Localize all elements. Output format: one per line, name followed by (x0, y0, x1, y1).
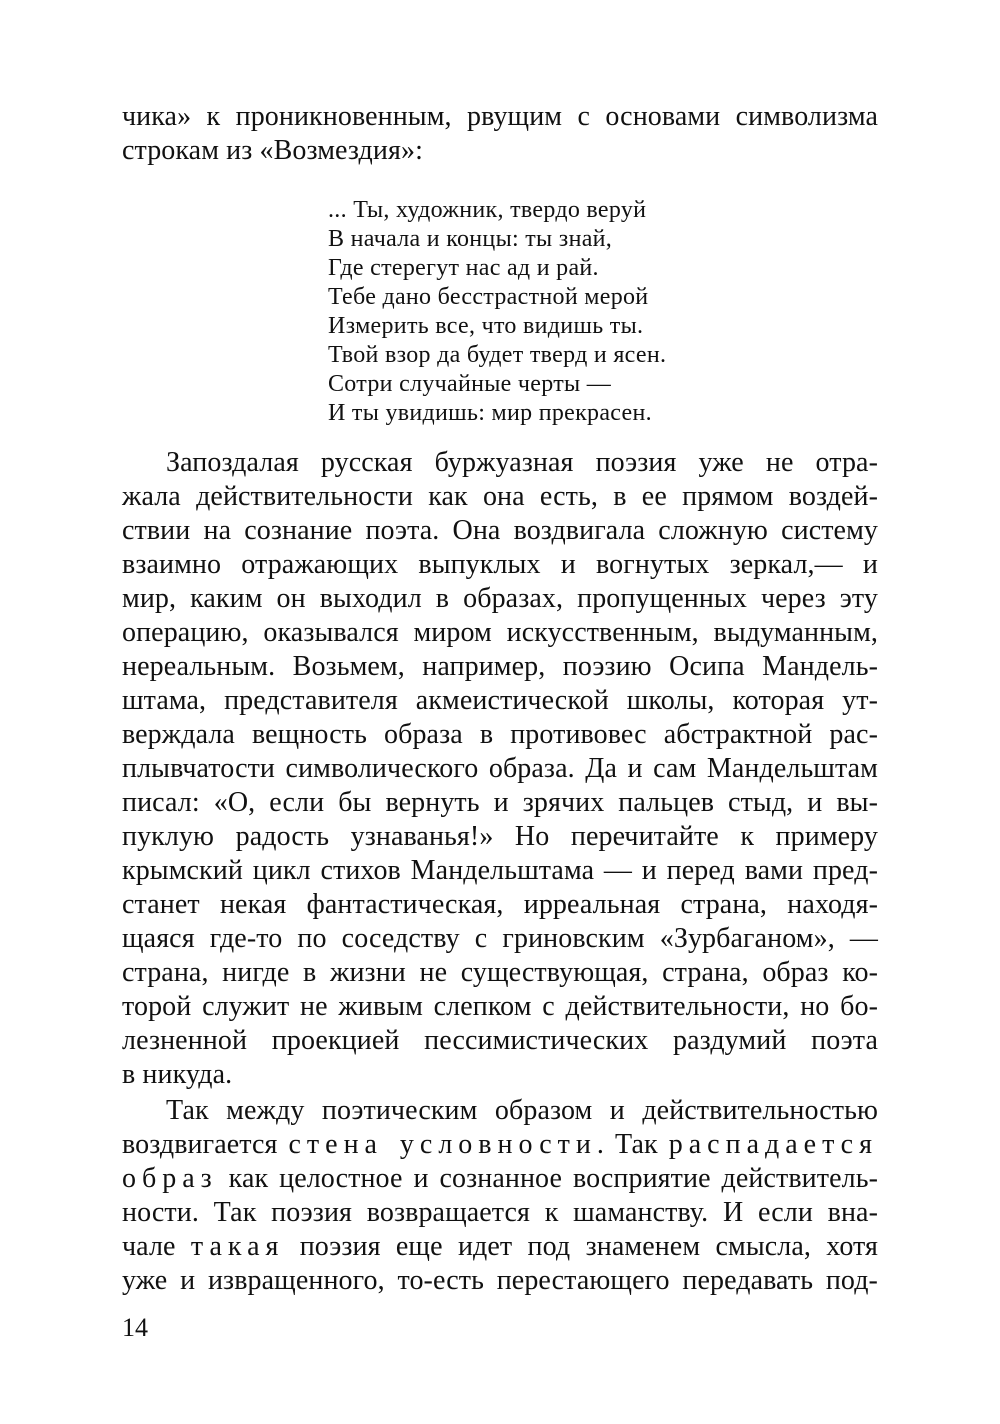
paragraph-line (122, 1162, 878, 1196)
emphasized-text: стена условности (288, 1129, 597, 1160)
paragraph-line: пуклую радость узнаванья!» Но перечитайте к примеру (122, 821, 878, 852)
paragraph-line: операцию, оказывался миром искусственным, выдуманным, (122, 617, 878, 648)
poem-line: Тебе дано бесстрастной мерой (328, 284, 649, 310)
emphasized-text: распадается (668, 1129, 878, 1160)
paragraph-line: крымский цикл стихов Мандельштама — и перед вами пред- (122, 855, 878, 886)
paragraph-line: штама, представителя акмеистической школы, которая ут- (122, 685, 878, 716)
paragraph-line (122, 1128, 878, 1162)
paragraph-line: Запоздалая русская буржуазная поэзия уже не отра- (166, 447, 878, 478)
paragraph-line: страна, нигде в жизни не существующая, страна, образ ко- (122, 957, 878, 988)
poem-line: В начала и концы: ты знай, (328, 226, 613, 252)
intro-line-1: чика» к проникновенным, рвущим с основами символизма (122, 101, 878, 132)
paragraph-line: уже и извращенного, то-есть перестающего передавать под- (122, 1265, 878, 1296)
paragraph-line: ности. Так поэзия возвращается к шаманству. И если вна- (122, 1197, 878, 1228)
poem-line: Сотри случайные черты — (328, 371, 612, 397)
page-number: 14 (122, 1313, 148, 1342)
text-run: . Так (596, 1129, 669, 1160)
poem-line: Измерить все, что видишь ты. (328, 313, 644, 339)
paragraph-line: торой служит не живым слепком с действительности, но бо- (122, 991, 878, 1022)
poem-line: И ты увидишь: мир прекрасен. (328, 400, 652, 426)
intro-line-2: строкам из «Возмездия»: (122, 135, 423, 166)
poem-line: ... Ты, художник, твердо веруй (328, 197, 647, 223)
poem-line: Где стерегут нас ад и рай. (328, 255, 599, 281)
text-run: воздвигается (122, 1129, 289, 1160)
paragraph-line: мир, каким он выходил в образах, пропущенных через эту (122, 583, 878, 614)
text-run: чале (122, 1231, 191, 1262)
paragraph-line: Так между поэтическим образом и действительностью (166, 1095, 878, 1126)
poem-line: Твой взор да будет тверд и ясен. (328, 342, 667, 368)
paragraph-line: верждала вещность образа в противовес абстрактной рас- (122, 719, 878, 750)
paragraph-line: в никуда. (122, 1059, 233, 1090)
paragraph-line: щаяся где-то по соседству с гриновским «Зурбаганом», — (122, 923, 878, 954)
paragraph-line: взаимно отражающих выпуклых и вогнутых зеркал,— и (122, 549, 878, 580)
emphasized-text: такая (190, 1231, 285, 1262)
paragraph-line (122, 1230, 878, 1264)
paragraph-line: лезненной проекцией пессимистических раздумий поэта (122, 1025, 878, 1056)
paragraph-line: жала действительности как она есть, в ее прямом воздей- (122, 481, 878, 512)
paragraph-line: ствии на сознание поэта. Она воздвигала сложную систему (122, 515, 878, 546)
emphasized-text: образ (122, 1163, 218, 1194)
paragraph-line: плывчатости символического образа. Да и сам Мандельштам (122, 753, 878, 784)
text-run: поэзия еще идет под знаменем смысла, хотя (284, 1231, 878, 1262)
text-run: как целостное и сознанное восприятие действитель- (217, 1163, 878, 1194)
paragraph-line: станет некая фантастическая, ирреальная страна, находя- (122, 889, 878, 920)
paragraph-line: нереальным. Возьмем, например, поэзию Осипа Мандель- (122, 651, 878, 682)
paragraph-line: писал: «О, если бы вернуть и зрячих пальцев стыд, и вы- (122, 787, 878, 818)
